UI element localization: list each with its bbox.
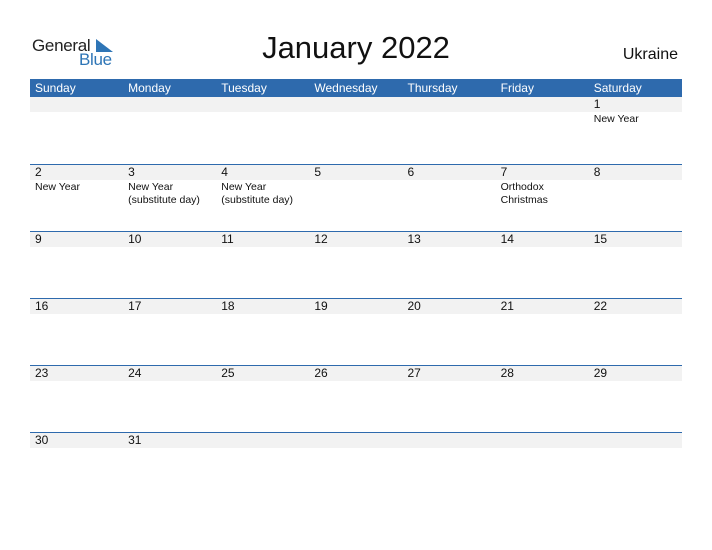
day-cell (403, 97, 496, 126)
day-cell (123, 366, 216, 382)
holiday-label (221, 247, 309, 248)
day-number: 5 (314, 165, 322, 179)
day-cell (309, 299, 402, 315)
day-number: 21 (500, 299, 514, 313)
holiday-label (594, 180, 682, 181)
holiday-label (314, 314, 402, 315)
day-number (594, 433, 682, 448)
calendar-grid (30, 79, 682, 499)
day-cell (216, 433, 309, 449)
holiday-label (128, 247, 216, 248)
day-number: 17 (128, 299, 142, 313)
holiday-label (128, 448, 216, 449)
day-number: 15 (593, 232, 608, 246)
day-cell (589, 97, 682, 126)
day-cell (589, 299, 682, 315)
holiday-label (221, 112, 309, 113)
week-days (30, 433, 682, 449)
day-number: 12 (314, 232, 328, 246)
day-number: 19 (314, 299, 328, 313)
day-cell (496, 232, 589, 248)
week-days (30, 366, 682, 382)
day-number: 8 (593, 165, 601, 179)
weekday-tuesday: Tuesday (221, 81, 267, 95)
logo-word-general: General (32, 36, 91, 55)
day-number (408, 433, 496, 448)
day-number: 3 (128, 165, 135, 179)
holiday-label (408, 112, 496, 113)
holiday-label (594, 381, 682, 382)
holiday-label (408, 314, 496, 315)
day-number: 2 (35, 165, 42, 179)
holiday-label (408, 247, 496, 248)
day-cell (496, 366, 589, 382)
weekday-thursday: Thursday (407, 81, 458, 95)
day-number: 7 (500, 165, 508, 179)
holiday-label (501, 448, 589, 449)
holiday-label (35, 247, 123, 248)
day-number: 6 (407, 165, 415, 179)
holiday-label (35, 381, 123, 382)
day-cell (30, 433, 123, 449)
day-cell (216, 165, 309, 207)
day-number: 26 (314, 366, 328, 380)
day-cell (403, 433, 496, 449)
holiday-label (314, 448, 402, 449)
day-cell (216, 299, 309, 315)
holiday-label (501, 381, 589, 382)
day-number: 9 (35, 232, 42, 246)
week-row (30, 97, 682, 164)
holiday-label (35, 448, 123, 449)
holiday-label (501, 247, 589, 248)
holiday-label (314, 381, 402, 382)
holiday-label (35, 314, 123, 315)
week-days (30, 232, 682, 248)
day-cell (589, 366, 682, 382)
day-cell (496, 97, 589, 126)
day-cell (30, 232, 123, 248)
day-number: 1 (593, 97, 601, 111)
day-number: 24 (128, 366, 142, 380)
day-number: 25 (221, 366, 235, 380)
day-number: 28 (500, 366, 514, 380)
day-number (221, 433, 309, 448)
day-cell (589, 232, 682, 248)
day-cell (589, 433, 682, 449)
weeks-container (30, 97, 682, 499)
weekday-friday: Friday (500, 81, 534, 95)
weekday-saturday: Saturday (593, 81, 642, 95)
day-cell (30, 366, 123, 382)
weekday-sunday: Sunday (35, 81, 76, 95)
day-cell (403, 366, 496, 382)
day-cell (123, 299, 216, 315)
week-row (30, 231, 682, 298)
day-number (314, 97, 402, 112)
holiday-label: New Year (substitute day) (128, 181, 200, 206)
day-number: 20 (407, 299, 421, 313)
holiday-label (408, 381, 496, 382)
day-cell (216, 232, 309, 248)
holiday-label (314, 247, 402, 248)
holiday-label (501, 112, 589, 113)
week-row (30, 164, 682, 231)
day-number (501, 97, 589, 112)
day-cell (589, 165, 682, 207)
holiday-label: New Year (593, 113, 639, 125)
weekday-wednesday: Wednesday (314, 81, 378, 95)
day-number: 4 (221, 165, 228, 179)
week-row (30, 365, 682, 432)
day-number (501, 433, 589, 448)
holiday-label (35, 112, 123, 113)
day-cell (309, 97, 402, 126)
holiday-label (221, 448, 309, 449)
day-cell (30, 299, 123, 315)
day-number: 18 (221, 299, 235, 313)
day-number (408, 97, 496, 112)
day-cell (496, 165, 589, 207)
day-cell (403, 232, 496, 248)
day-number: 11 (221, 232, 234, 246)
day-cell (123, 232, 216, 248)
holiday-label (408, 448, 496, 449)
day-number (128, 97, 216, 112)
holiday-label (408, 180, 496, 181)
day-cell (309, 232, 402, 248)
day-number: 14 (500, 232, 514, 246)
week-days (30, 299, 682, 315)
day-number: 23 (35, 366, 49, 380)
holiday-label: New Year (35, 181, 80, 193)
day-cell (216, 366, 309, 382)
day-number: 27 (407, 366, 421, 380)
day-cell (309, 433, 402, 449)
holiday-label (501, 314, 589, 315)
day-cell (309, 366, 402, 382)
week-days (30, 97, 682, 126)
day-number: 22 (593, 299, 608, 313)
day-number: 13 (407, 232, 421, 246)
day-cell (30, 97, 123, 126)
logo-word-blue: Blue (79, 50, 112, 69)
holiday-label (221, 381, 309, 382)
holiday-label (221, 314, 309, 315)
country-label: Ukraine (622, 46, 678, 63)
day-cell (216, 97, 309, 126)
day-number: 31 (128, 433, 142, 447)
day-cell (496, 299, 589, 315)
day-cell (496, 433, 589, 449)
holiday-label (128, 381, 216, 382)
day-number: 10 (128, 232, 142, 246)
day-cell (403, 165, 496, 207)
day-number: 29 (593, 366, 608, 380)
holiday-label (594, 247, 682, 248)
week-row (30, 298, 682, 365)
holiday-label (314, 180, 402, 181)
weekday-monday: Monday (128, 81, 171, 95)
day-number: 30 (35, 433, 49, 447)
weekday-header-row (30, 79, 682, 97)
day-cell (123, 433, 216, 449)
week-row (30, 432, 682, 499)
holiday-label (594, 314, 682, 315)
day-cell (123, 165, 216, 207)
day-cell (30, 165, 123, 207)
day-cell (403, 299, 496, 315)
holiday-label: New Year (substitute day) (221, 181, 294, 206)
day-cell (123, 97, 216, 126)
day-number: 16 (35, 299, 49, 313)
calendar-title: January 2022 (262, 30, 450, 65)
holiday-label: Orthodox Christmas (500, 181, 548, 206)
holiday-label (128, 112, 216, 113)
holiday-label (128, 314, 216, 315)
week-days (30, 165, 682, 207)
holiday-label (314, 112, 402, 113)
day-number (35, 97, 123, 112)
day-number (314, 433, 402, 448)
day-number (221, 97, 309, 112)
holiday-label (594, 448, 682, 449)
day-cell (309, 165, 402, 207)
